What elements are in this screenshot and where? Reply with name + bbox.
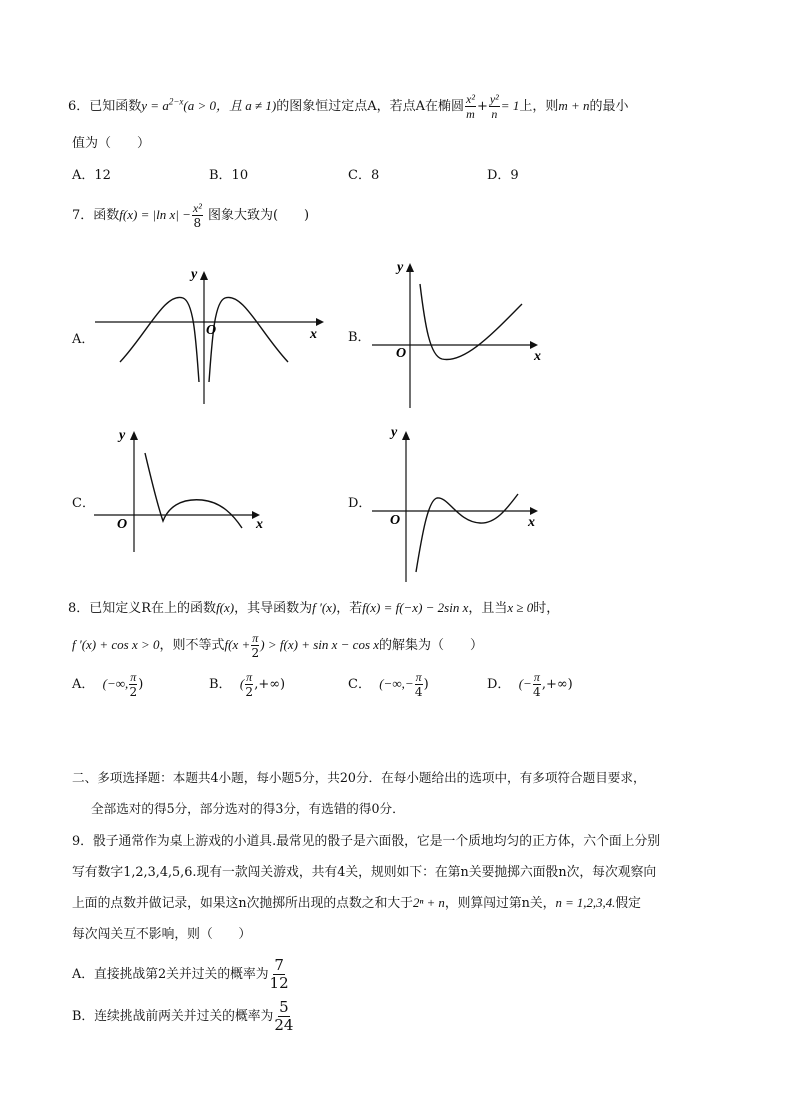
section2-line1: 二、多项选择题：本题共4小题，每小题5分，共20分．在每小题给出的选项中，有多项符合题目要求， xyxy=(72,770,646,785)
q7-suffix: 图象大致为( ) xyxy=(207,208,310,223)
q7-label-a: A． xyxy=(72,332,95,347)
graph-a-x-arrow xyxy=(316,318,324,326)
q6-func: y = a xyxy=(141,98,169,113)
q9-text-a: 上面的点数并做记录，如果这n次抛掷所出现的点数之和大于 xyxy=(72,896,413,911)
q6-option-d: D．9 xyxy=(487,168,519,183)
q8-text-f: ，则不等式 xyxy=(159,638,225,653)
q8-text-g: 的解集为（ ） xyxy=(379,638,484,653)
q7-label-d: D． xyxy=(348,496,372,511)
q7-func: f(x) = |ln x| − xyxy=(119,207,191,222)
q6-text: 6．已知函数 xyxy=(68,99,142,114)
q9-n-values: n = 1,2,3,4. xyxy=(555,896,616,910)
graph-d-x-arrow xyxy=(530,507,538,515)
q7-frac: $\frac{\text{x²}}{8}$ xyxy=(192,201,202,230)
graph-a-y-label: y xyxy=(191,267,198,282)
q6-text-c: 上，则 xyxy=(519,99,559,114)
q7-prefix: 7．函数 xyxy=(72,208,120,223)
section2-line2: 全部选对的得5分，部分选对的得3分，有选错的得0分． xyxy=(91,801,405,816)
graph-d-x-label: x xyxy=(528,515,535,530)
q6-line2: 值为（ ） xyxy=(72,136,151,151)
graph-c-y-arrow xyxy=(130,431,138,440)
q9-text-d: 假定 xyxy=(615,896,641,911)
q9-option-b: B．连续挑战前两关并过关的概率为 $\frac{5}{24}$ xyxy=(72,998,294,1034)
graph-b-curve xyxy=(420,284,522,360)
q6-option-c: C．8 xyxy=(348,168,380,183)
graph-d-y-arrow xyxy=(402,431,410,440)
q8-pi-frac: $\frac{\pi}{2}$ xyxy=(251,631,260,660)
graph-c xyxy=(92,424,277,554)
q8-option-c: C． (−∞,− $\frac{\pi}{4}$ ) xyxy=(348,670,429,699)
q8-cond: x ≥ 0 xyxy=(507,600,534,615)
q6-option-a: A．12 xyxy=(72,168,111,183)
graph-b-origin: O xyxy=(396,346,407,361)
graph-c-x-label: x xyxy=(256,517,263,532)
q9-math: 2ⁿ + n xyxy=(412,896,445,910)
graph-a xyxy=(90,262,330,412)
q8-line2 xyxy=(72,632,483,659)
q6-mn: m + n xyxy=(558,98,590,113)
graph-b xyxy=(370,256,550,416)
graph-b-y-label: y xyxy=(397,260,404,275)
q6-eq: = 1 xyxy=(500,98,520,113)
graph-b-y-arrow xyxy=(406,263,414,272)
q9-option-a: A．直接挑战第2关并过关的概率为 $\frac{7}{12}$ xyxy=(72,956,289,992)
q8-text-c: ，若 xyxy=(336,601,363,616)
q8-option-a: A． (−∞, $\frac{\pi}{2}$ ) xyxy=(72,670,144,699)
q8-deriv-cond: f ′(x) + cos x > 0 xyxy=(72,637,160,652)
q7-stem xyxy=(72,202,309,229)
q8-text-e: 时， xyxy=(533,601,560,616)
q8-ineq-a: f(x + xyxy=(224,637,251,652)
q7-label-c: C． xyxy=(72,496,95,511)
q8-fx: f(x) xyxy=(216,600,235,615)
q6-line1: 6．已知函数$y = a^{2-x}(a > 0$，且 a ≠ 1)的图象恒过定点A，若点A在椭圆 $\frac{\text{x²}}{m}$ + $\frac{\text{y²}}{n}$ = 1上，则m + n的最小 xyxy=(68,92,629,121)
q8-fpx: f ′(x) xyxy=(312,600,337,615)
graph-c-curve xyxy=(145,453,242,528)
q8-line1 xyxy=(68,597,559,616)
q6-ellipse-y: $\frac{\text{y²}}{n}$ xyxy=(489,92,499,121)
q8-text-d: ，且当 xyxy=(468,601,508,616)
q6-cond: (a > 0，且 a ≠ 1) xyxy=(183,98,277,113)
q8-text-b: ，其导函数为 xyxy=(234,601,313,616)
q8-eq: f(x) = f(−x) − 2sin x xyxy=(362,600,469,615)
q6-option-b: B．10 xyxy=(209,168,249,183)
graph-b-x-label: x xyxy=(534,349,541,364)
graph-d xyxy=(370,420,550,585)
q9-text-b: ，则算闯过第n关， xyxy=(444,896,556,911)
q9-line3 xyxy=(72,892,641,911)
graph-c-origin: O xyxy=(117,517,128,532)
q6-text-d: 的最小 xyxy=(589,99,629,114)
graph-b-x-arrow xyxy=(530,341,538,349)
graph-c-y-label: y xyxy=(119,428,126,443)
graph-a-left-curve xyxy=(120,297,199,382)
graph-a-right-curve xyxy=(209,297,288,382)
graph-a-origin: O xyxy=(206,323,217,338)
graph-a-y-arrow xyxy=(200,271,208,280)
graph-d-y-label: y xyxy=(391,425,398,440)
q8-text-a: 8．已知定义R在上的函数 xyxy=(68,601,217,616)
graph-a-x-label: x xyxy=(310,327,317,342)
q8-option-b: B． ( $\frac{\pi}{2}$ ,+∞) xyxy=(209,670,286,699)
q8-ineq-b: ) > f(x) + sin x − cos x xyxy=(260,637,380,652)
q7-label-b: B． xyxy=(348,330,371,345)
q9-line1: 9．骰子通常作为桌上游戏的小道具.最常见的骰子是六面骰，它是一个质地均匀的正方体，六个面上分别 xyxy=(72,834,661,849)
q6-text-b: 的图象恒过定点A，若点A在椭圆 xyxy=(276,99,465,114)
graph-d-curve xyxy=(416,494,518,572)
q6-ellipse-x: $\frac{\text{x²}}{m}$ xyxy=(466,92,475,121)
q8-option-d: D． (− $\frac{\pi}{4}$ ,+∞) xyxy=(487,670,573,699)
q6-exponent: 2−x xyxy=(168,96,184,107)
graph-d-origin: O xyxy=(390,513,401,528)
q9-line2: 写有数字1,2,3,4,5,6.现有一款闯关游戏，共有4关，规则如下：在第n关要抛掷六面骰n次，每次观察向 xyxy=(72,865,657,880)
q9-line4: 每次闯关互不影响，则（ ） xyxy=(72,927,252,942)
